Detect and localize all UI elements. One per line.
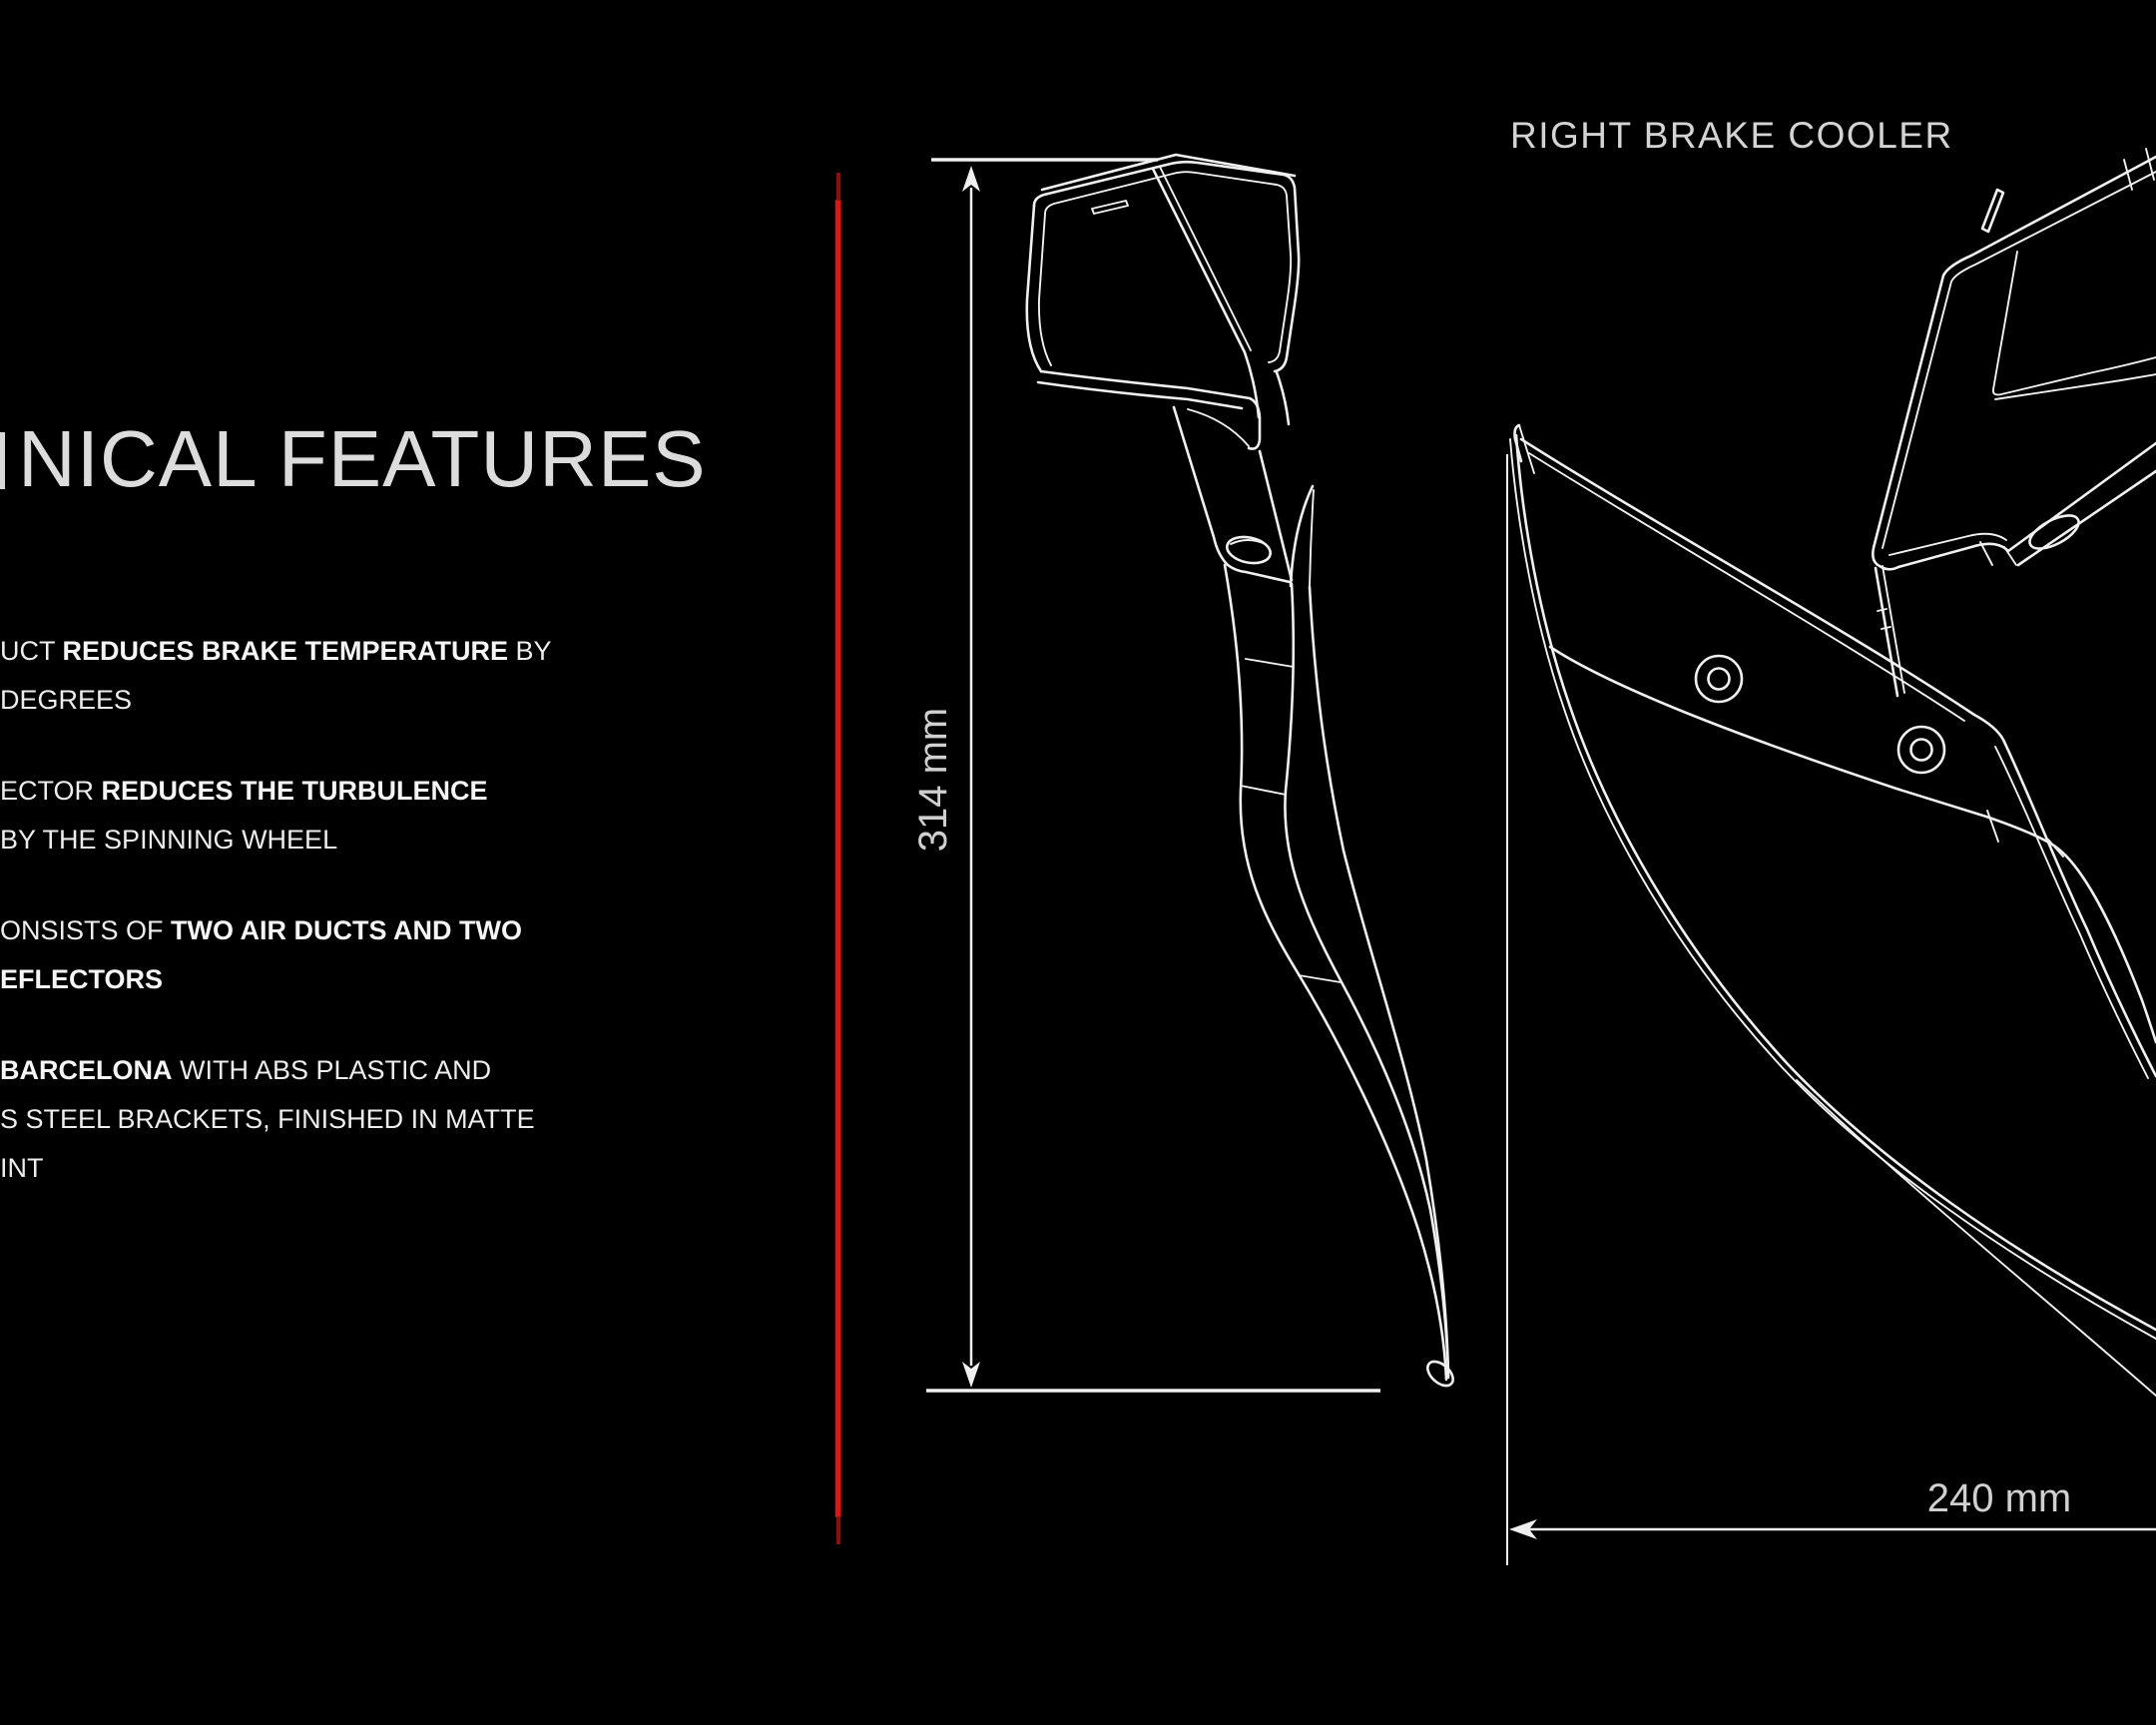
red-divider bbox=[835, 173, 841, 1544]
vertical-dimension bbox=[926, 160, 1380, 1391]
duct-bottom-band bbox=[2018, 471, 2156, 565]
duct-outline bbox=[1873, 157, 2156, 569]
feature-text-bold: BARCELONA bbox=[0, 1055, 173, 1085]
feature-text-bold: REDUCES BRAKE TEMPERATURE bbox=[62, 636, 509, 666]
duct-inner-crease bbox=[1995, 374, 2156, 399]
feature-text-bold: REDUCES THE TURBULENCE bbox=[101, 776, 488, 806]
red-divider-bottom-tip bbox=[836, 1516, 840, 1544]
feature-text: UCT bbox=[0, 636, 63, 666]
blade-crossline bbox=[1241, 786, 1286, 795]
mount-pin bbox=[1982, 190, 2003, 232]
bracket-hole bbox=[1225, 533, 1273, 567]
feature-text: ECTOR bbox=[0, 776, 102, 806]
red-divider-line bbox=[835, 200, 841, 1517]
front-view-drawing bbox=[1510, 149, 2156, 1396]
feature-text: ONSISTS OF bbox=[0, 915, 172, 945]
strut-joint bbox=[1882, 627, 1890, 629]
bolt-hole bbox=[1911, 740, 1932, 761]
dimension-value-vertical: 314 mm bbox=[911, 707, 955, 853]
feature-text: INT bbox=[0, 1153, 44, 1183]
duct-band-curl bbox=[1188, 409, 1249, 446]
duct-neck-edge bbox=[1277, 372, 1289, 424]
side-view-drawing bbox=[1027, 155, 1457, 1391]
duct-bottom-band bbox=[1038, 382, 1242, 408]
dimension-value-horizontal: 240 mm bbox=[1926, 1476, 2072, 1520]
bolt-hole bbox=[1898, 727, 1944, 773]
strut-joint bbox=[1878, 609, 1886, 611]
page-title: NICAL FEATURES bbox=[18, 414, 707, 503]
bolt-hole bbox=[1709, 669, 1730, 690]
feature-text: DEGREES bbox=[0, 685, 133, 715]
deflector-top-edge bbox=[1529, 453, 1964, 721]
deflector-tip bbox=[1519, 425, 1534, 473]
duct-slot bbox=[1092, 201, 1128, 214]
blade-edge bbox=[1285, 584, 1448, 1378]
feature-text-bold: EFLECTORS bbox=[0, 964, 164, 994]
feature-text-bold: TWO AIR DUCTS AND TWO bbox=[171, 915, 522, 945]
duct-diagonal-edge bbox=[1153, 169, 1259, 417]
deflector-outer-curve bbox=[1516, 435, 2156, 1330]
duct-inner-crease bbox=[1993, 252, 2156, 394]
deflector-band-edge bbox=[1550, 647, 2156, 1042]
red-divider-top-tip bbox=[836, 173, 840, 201]
horizontal-dimension bbox=[1507, 454, 2156, 1565]
duct-inner-rim bbox=[1883, 172, 2156, 548]
bolt-hole bbox=[1696, 656, 1742, 702]
deflector-band-facet bbox=[1987, 811, 1998, 842]
duct-inner-left bbox=[1039, 214, 1051, 365]
duct-oval-hole bbox=[2025, 509, 2084, 556]
blade-tip bbox=[1423, 1357, 1457, 1390]
duct-band-facet bbox=[1980, 542, 1992, 565]
blade-sliver-edge bbox=[1310, 490, 1314, 587]
feature-text: BY THE SPINNING WHEEL bbox=[0, 825, 338, 855]
feature-text: S STEEL BRACKETS, FINISHED IN MATTE bbox=[0, 1104, 535, 1134]
duct-bottom-band bbox=[1898, 443, 2156, 567]
diagram-label: RIGHT BRAKE COOLER bbox=[1510, 115, 1953, 156]
blade-crossline bbox=[1299, 975, 1341, 982]
duct-diagonal-edge bbox=[1160, 167, 1251, 350]
deflector-top-edge bbox=[1995, 747, 2148, 1078]
feature-text: WITH ABS PLASTIC AND bbox=[172, 1055, 492, 1085]
duct-bottom-band bbox=[1041, 371, 1260, 449]
feature-text: BY bbox=[508, 636, 552, 666]
deflector-lower-edge bbox=[1797, 1080, 2156, 1396]
blade-crossline bbox=[1246, 659, 1294, 667]
